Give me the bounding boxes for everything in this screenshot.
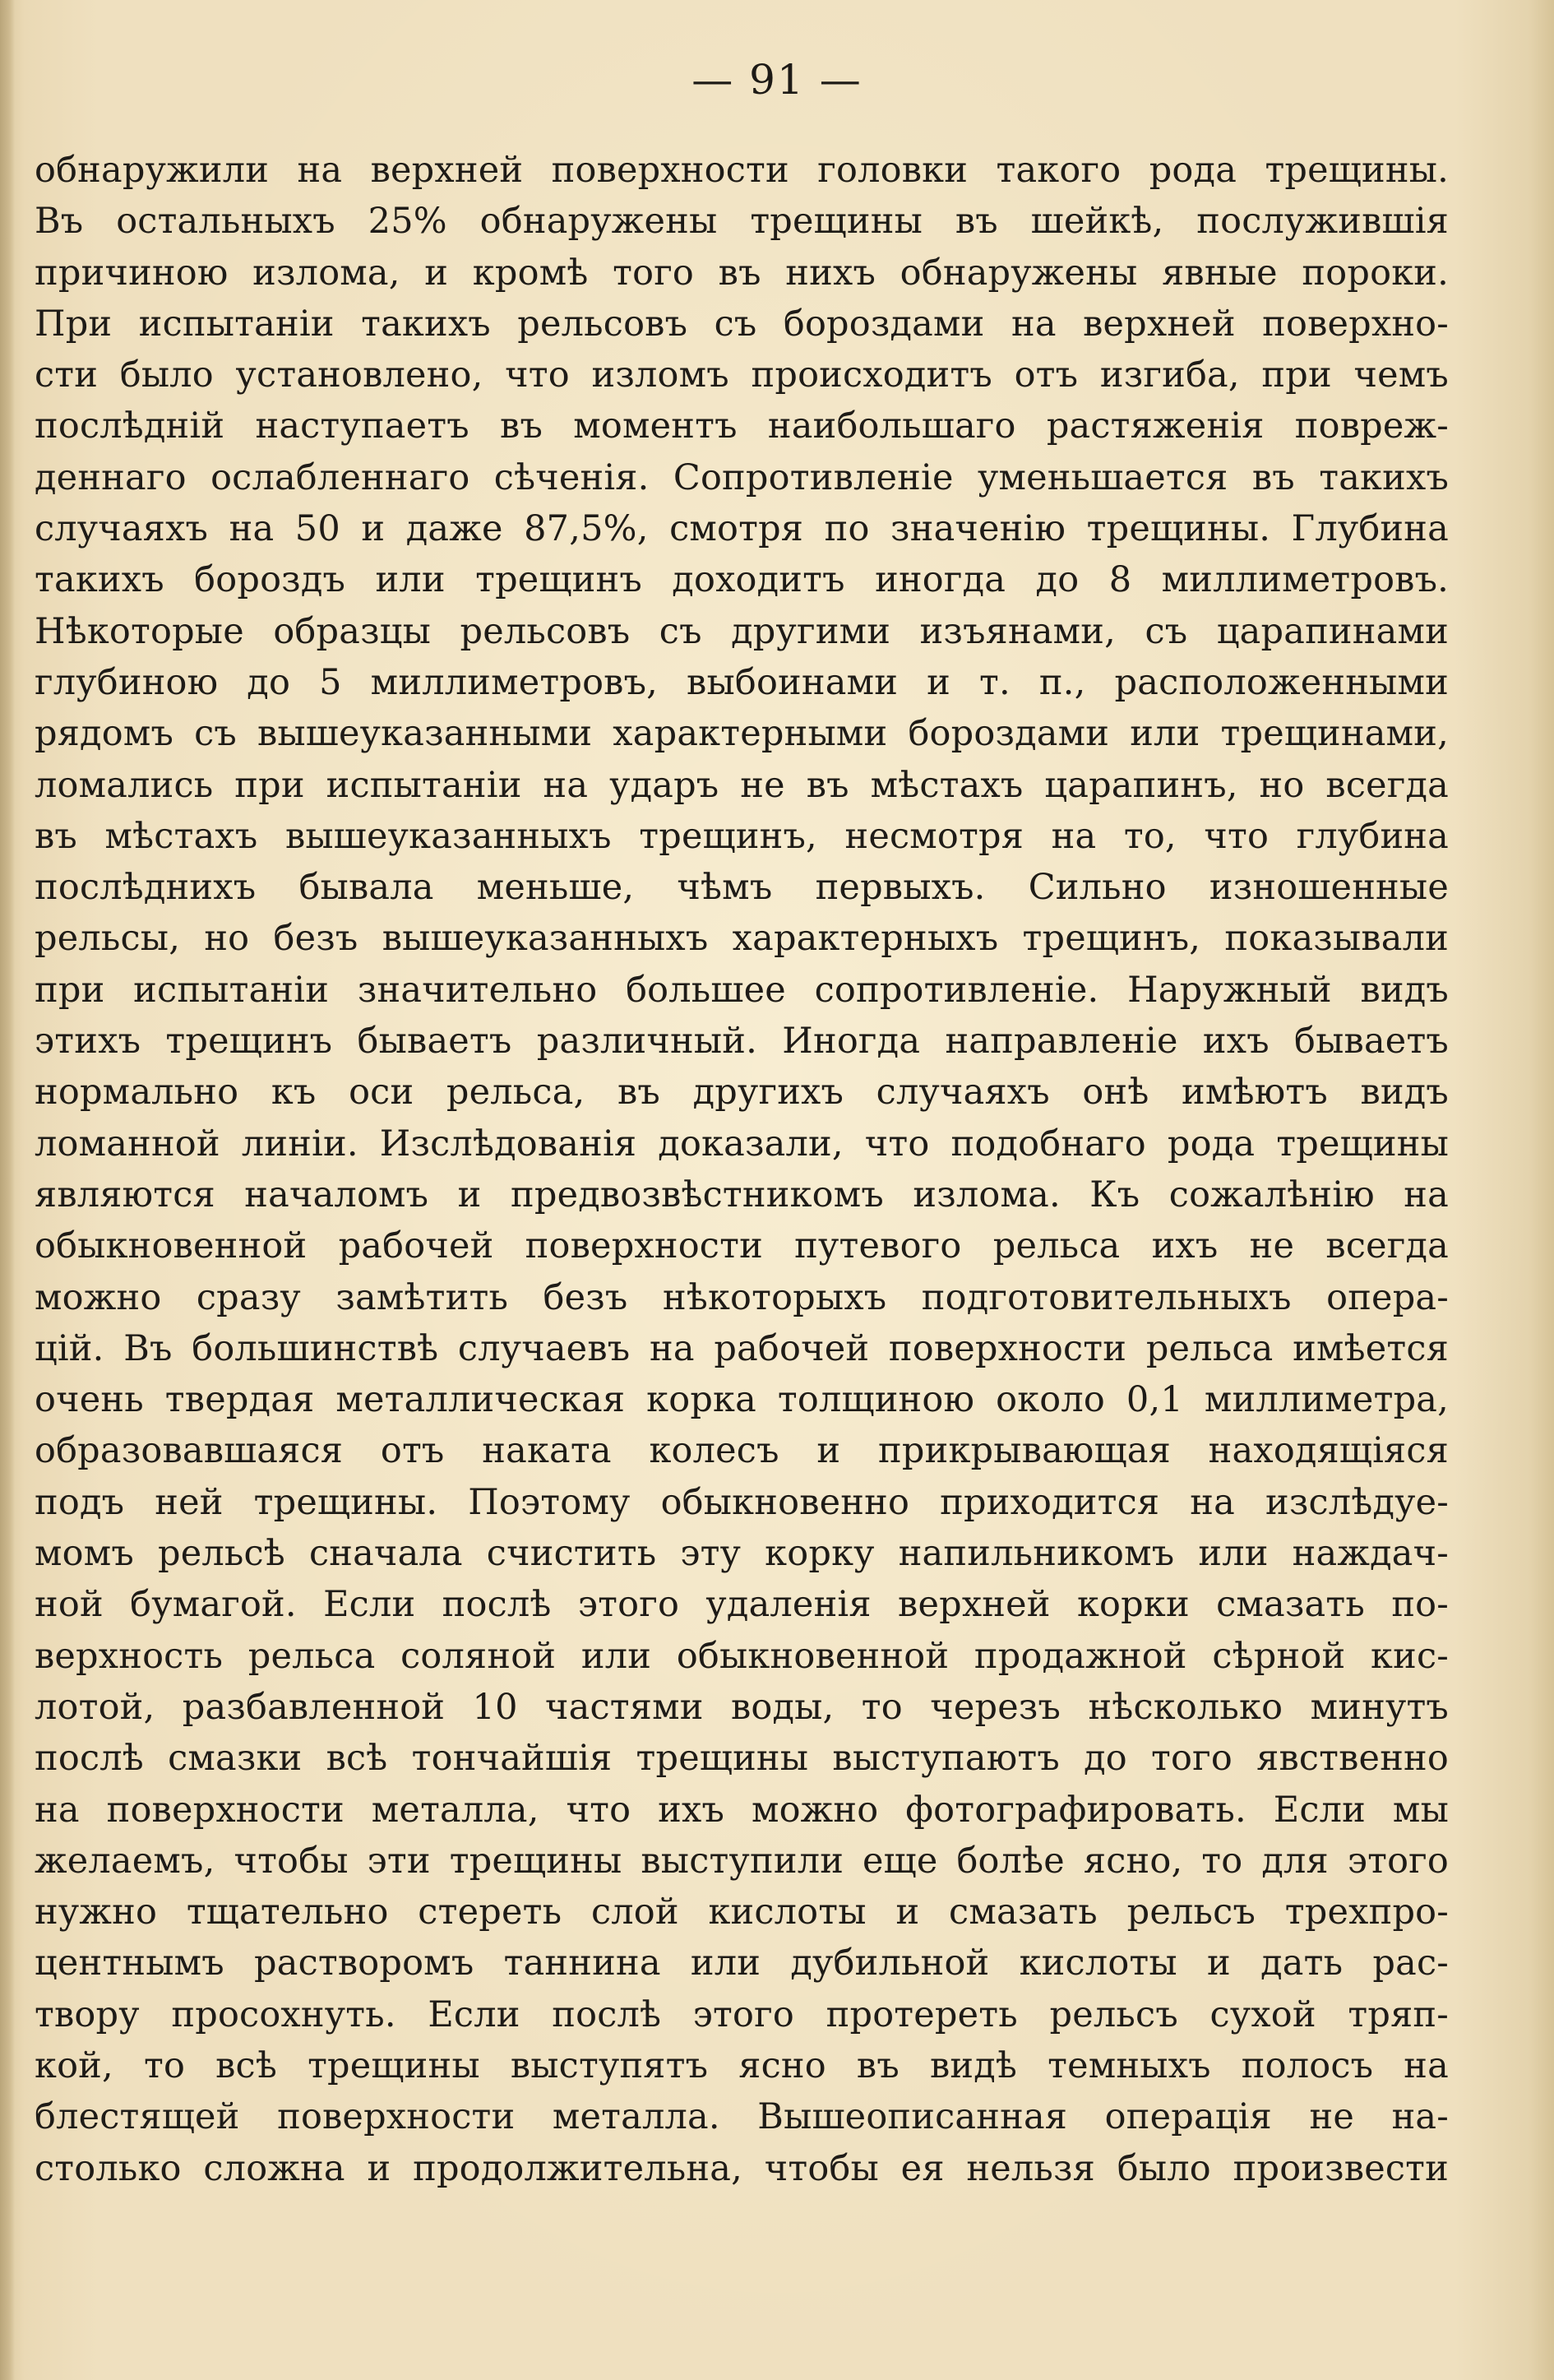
page-number: — 91 — (691, 56, 863, 104)
text-line: случаяхъ на 50 и даже 87,5%, смотря по значенію трещины. Глубина (35, 508, 1449, 550)
text-line: послѣдній наступаетъ въ моментъ наибольшаго растяженія повреж- (35, 405, 1449, 447)
text-line: деннаго ослабленнаго сѣченія. Сопротивленіе уменьшается въ такихъ (35, 456, 1449, 498)
text-line: кой, то всѣ трещины выступятъ ясно въ видѣ темныхъ полосъ на (35, 2044, 1449, 2086)
text-line: сти было установлено, что изломъ происходитъ отъ изгиба, при чемъ (35, 354, 1449, 396)
text-line: лотой, разбавленной 10 частями воды, то черезъ нѣсколько минутъ (35, 1686, 1449, 1728)
text-line: обыкновенной рабочей поверхности путевого рельса ихъ не всегда (35, 1225, 1449, 1267)
text-line: центнымъ растворомъ таннина или дубильной кислоты и дать рас- (35, 1942, 1449, 1984)
text-line: подъ ней трещины. Поэтому обыкновенно приходится на изслѣдуе- (35, 1481, 1449, 1523)
text-line: послѣ смазки всѣ тончайшія трещины выступаютъ до того явственно (35, 1738, 1449, 1780)
text-line: причиною излома, и кромѣ того въ нихъ обнаружены явные пороки. (35, 252, 1449, 294)
text-line: въ мѣстахъ вышеуказанныхъ трещинъ, несмотря на то, что глубина (35, 815, 1449, 857)
text-line: обнаружили на верхней поверхности головки такого рода трещины. (35, 150, 1449, 191)
text-line: можно сразу замѣтить безъ нѣкоторыхъ подготовительныхъ опера- (35, 1276, 1449, 1318)
text-line: рельсы, но безъ вышеуказанныхъ характерныхъ трещинъ, показывали (35, 918, 1449, 960)
text-line: ной бумагой. Если послѣ этого удаленія верхней корки смазать по- (35, 1584, 1449, 1626)
text-line: момъ рельсѣ сначала счистить эту корку напильникомъ или наждач- (35, 1533, 1449, 1575)
text-line: этихъ трещинъ бываетъ различный. Иногда направленіе ихъ бываетъ (35, 1021, 1449, 1063)
text-line: Въ остальныхъ 25% обнаружены трещины въ шейкѣ, послужившія (35, 201, 1449, 243)
text-line: цій. Въ большинствѣ случаевъ на рабочей поверхности рельса имѣется (35, 1327, 1449, 1369)
text-line: очень твердая металлическая корка толщиною около 0,1 миллиметра, (35, 1379, 1449, 1421)
text-line: столько сложна и продолжительна, чтобы ея нельзя было произвести (35, 2147, 1449, 2189)
text-line: желаемъ, чтобы эти трещины выступили еще болѣе ясно, то для этого (35, 1840, 1449, 1882)
text-line: образовавшаяся отъ наката колесъ и прикрывающая находящіяся (35, 1430, 1449, 1472)
text-line: глубиною до 5 миллиметровъ, выбоинами и т. п., расположенными (35, 661, 1449, 703)
text-line: верхность рельса соляной или обыкновенной продажной сѣрной кис- (35, 1635, 1449, 1677)
text-line: ломались при испытаніи на ударъ не въ мѣстахъ царапинъ, но всегда (35, 764, 1449, 806)
text-line: на поверхности металла, что ихъ можно фотографировать. Если мы (35, 1789, 1449, 1831)
page-binding-edge (0, 0, 15, 2380)
text-line: послѣднихъ бывала меньше, чѣмъ первыхъ. Сильно изношенные (35, 867, 1449, 909)
body-text (35, 145, 1449, 2194)
text-line: твору просохнуть. Если послѣ этого протереть рельсъ сухой тряп- (35, 1993, 1449, 2035)
text-line: ломанной линіи. Изслѣдованія доказали, что подобнаго рода трещины (35, 1123, 1449, 1165)
text-line: Нѣкоторые образцы рельсовъ съ другими изъянами, съ царапинами (35, 610, 1449, 652)
text-line: такихъ бороздъ или трещинъ доходитъ иногда до 8 миллиметровъ. (35, 559, 1449, 601)
text-line: рядомъ съ вышеуказанными характерными бороздами или трещинами, (35, 713, 1449, 755)
text-line: при испытаніи значительно большее сопротивленіе. Наружный видъ (35, 969, 1449, 1011)
text-line: блестящей поверхности металла. Вышеописанная операція не на- (35, 2096, 1449, 2138)
text-line: нужно тщательно стереть слой кислоты и смазать рельсъ трехпро- (35, 1891, 1449, 1933)
text-line: При испытаніи такихъ рельсовъ съ бороздами на верхней поверхно- (35, 303, 1449, 345)
text-line: нормально къ оси рельса, въ другихъ случаяхъ онѣ имѣютъ видъ (35, 1072, 1449, 1114)
text-line: являются началомъ и предвозвѣстникомъ излома. Къ сожалѣнію на (35, 1174, 1449, 1215)
